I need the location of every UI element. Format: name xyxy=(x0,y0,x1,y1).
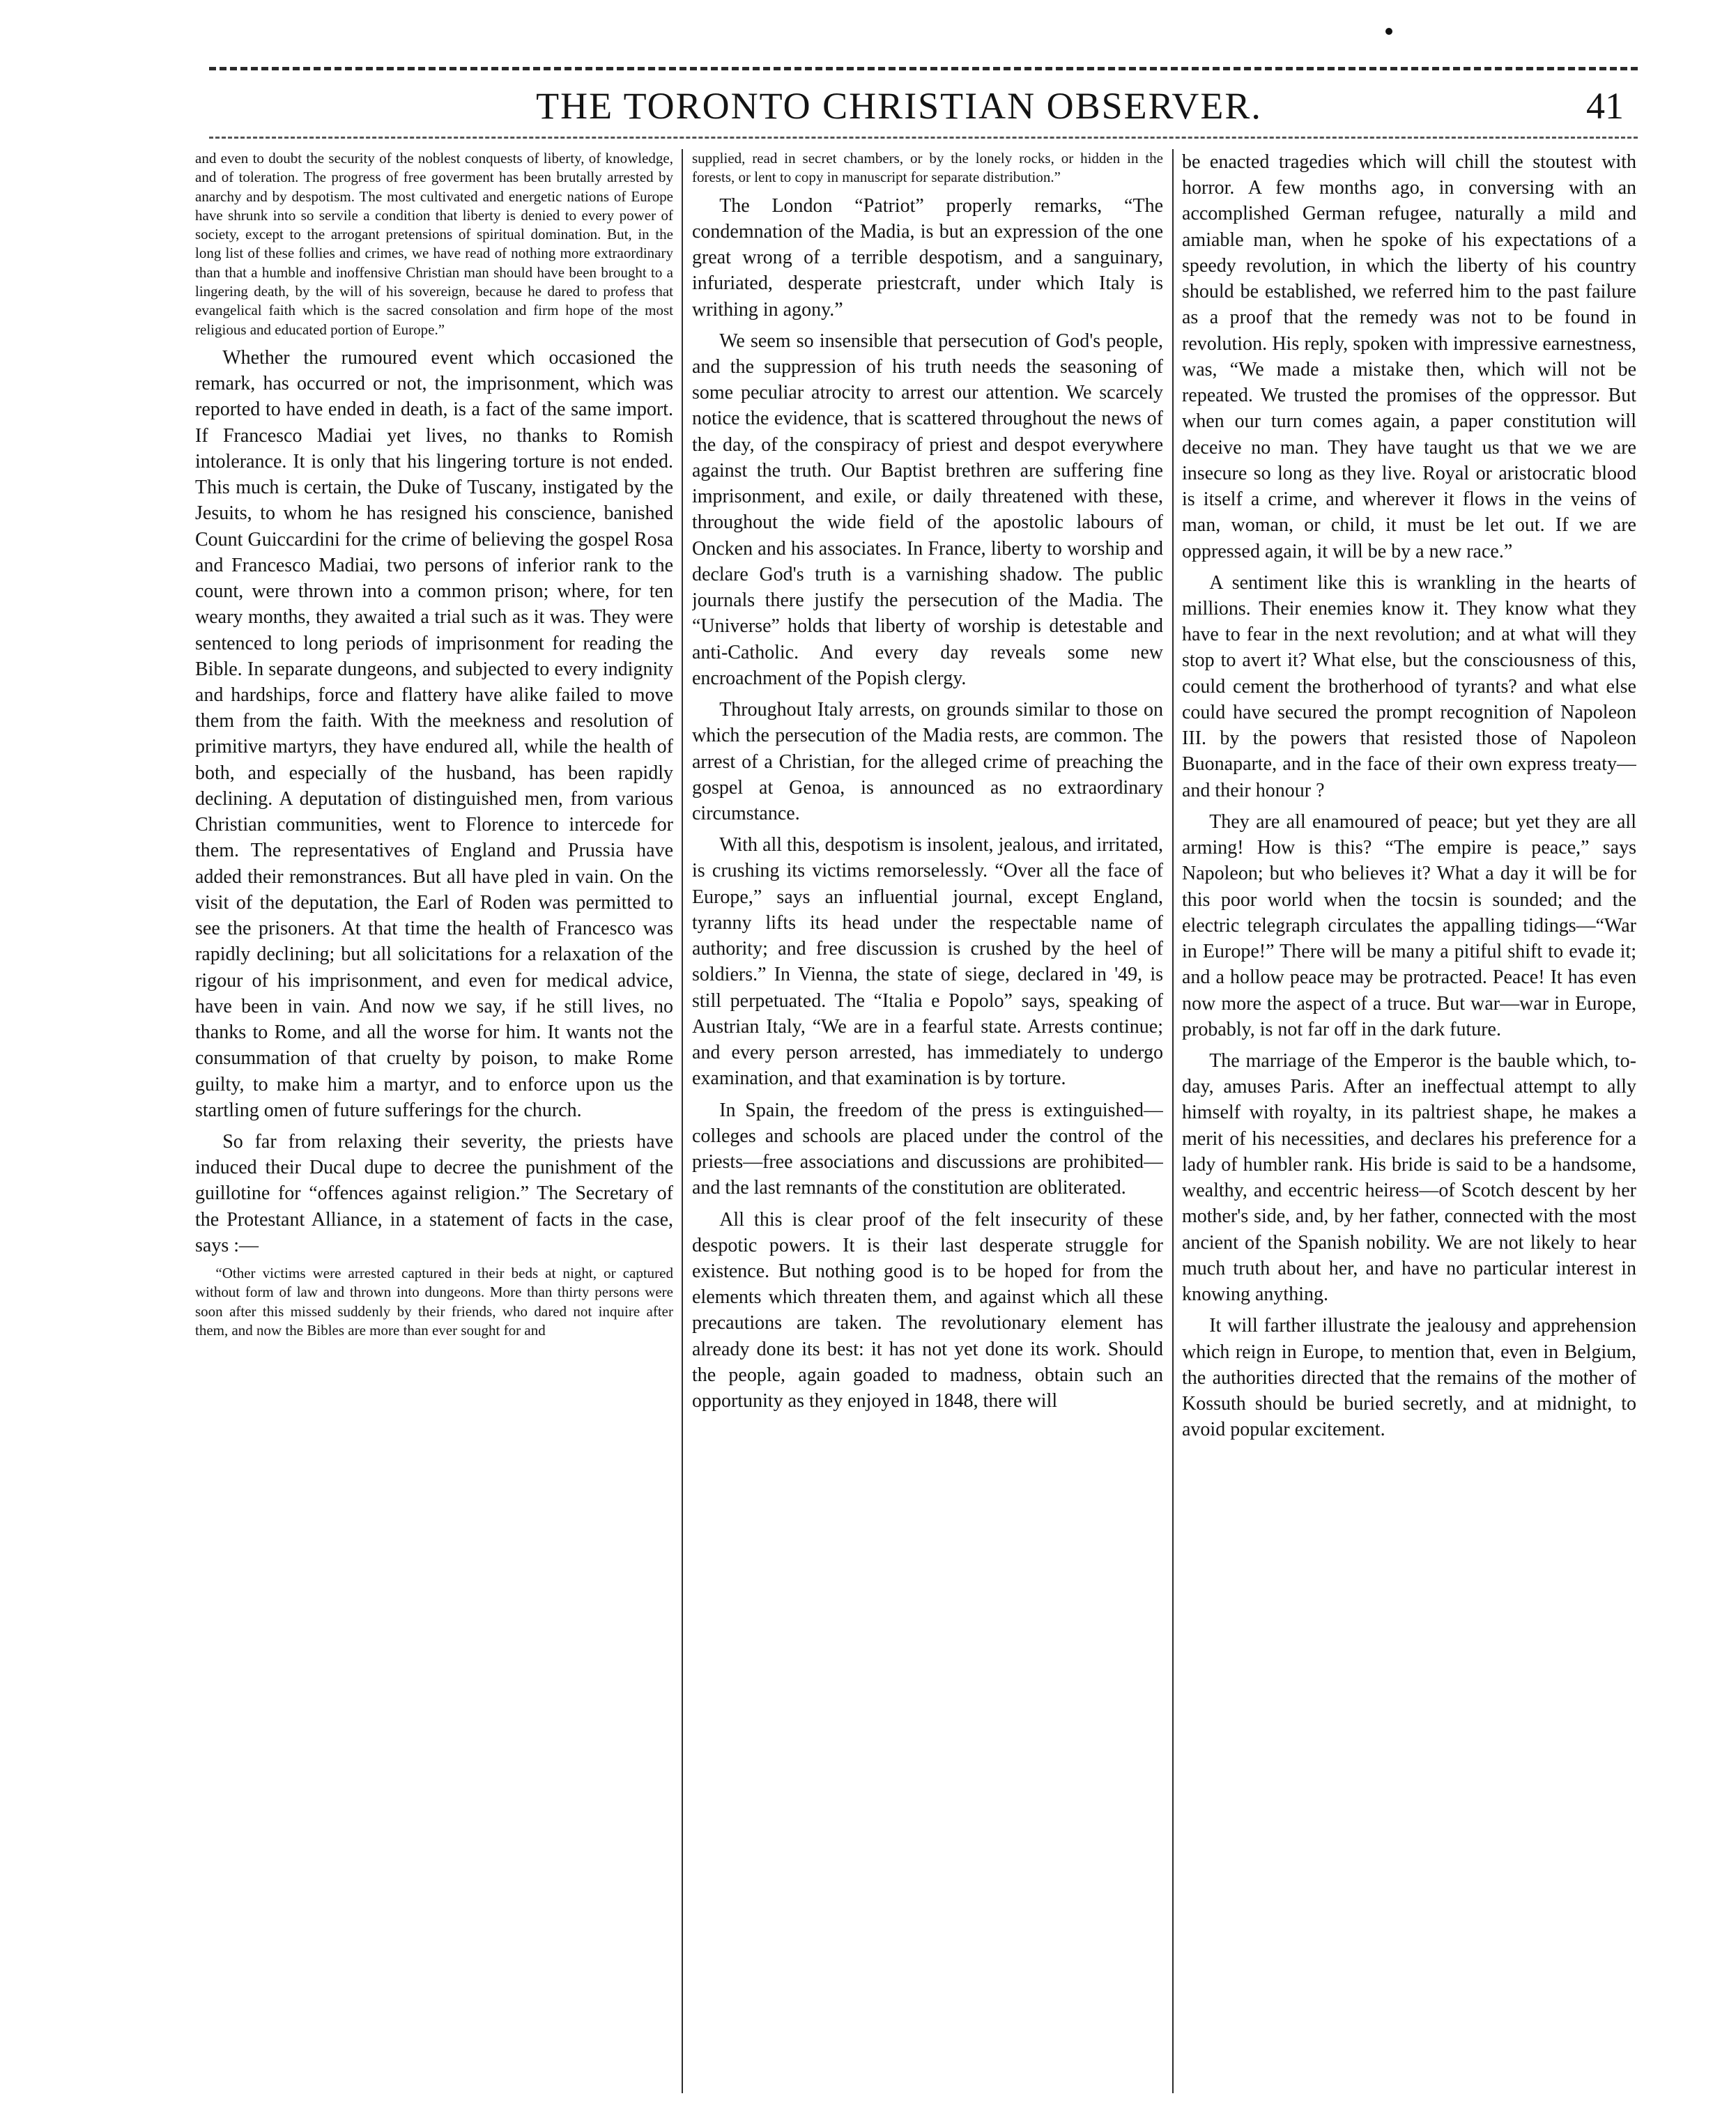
article-paragraph: In Spain, the freedom of the press is extinguished—colleges and schools are placed under the control of the priests—free associations and discussions are prohibited—and the last remnants of the constitution are obliterated. xyxy=(692,1099,1163,1199)
article-paragraph: So far from relaxing their severity, the priests have induced their Ducal dupe to decree the punishment of the guillotine for “offences against religion.” The Secretary of the Protestant Alliance, in a statement of facts in the case, says :— xyxy=(195,1131,673,1256)
article-paragraph: A sentiment like this is wrankling in the hearts of millions. Their enemies know it. They know what they have to fear in the next revolution; and at what will they stop to avert it? What else, but the consciousness of this, could cement the brotherhood of tyrants? and what else could have secured the prompt recognition of Napoleon III. by the powers that resisted those of Napoleon Buonaparte, and in the face of their own express treaty—and their honour ? xyxy=(1182,571,1636,801)
article-paragraph: be enacted tragedies which will chill the stoutest with horror. A few months ago, in conversing with an accomplished German refugee, naturally a mild and amiable man, when he spoke of his expectations of a speedy revolution, in which the liberty of his country should be established, we referred him to the past failure as a proof that the remedy was not to be found in revolution. His reply, spoken with impressive earnestness, was, “We made a mistake then, which will not be repeated. We trusted the promises of the oppressor. But when our turn comes again, a paper constitution will deceive no man. They have taught us that we we are insecure so long as they live. Royal or aristocratic blood is itself a crime, and wherever it flows in the veins of man, woman, or child, it must be let out. If we are oppressed again, it will be by a new race.” xyxy=(1182,151,1636,562)
text-column-3 xyxy=(1182,149,1636,2093)
quoted-paragraph: and even to doubt the security of the noblest conquests of liberty, of knowledge, and of toleration. The progress of free goverment has been brutally arrested by anarchy and by despotism. The most cultivated and energetic nations of Europe have shrunk into so servile a condition that liberty is denied to every power of society, except to the arrogant pretensions of spiritual domination. But, in the long list of these follies and crimes, we have read of nothing more extraordinary than that a humble and inoffensive Christian man should have been brought to a lingering death, by the will of his sovereign, because he dared to profess that evangelical faith which is the sacred consolation and firm hope of the most religious and educated portion of Europe.” xyxy=(195,150,673,338)
running-head xyxy=(167,77,1631,135)
article-paragraph: With all this, despotism is insolent, jealous, and irritated, is crushing its victims remorselessly. “Over all the face of Europe,” says an influential journal, except England, tyranny lifts its head under the respectable name of authority; and free discussion is crushed by the heel of soldiers.” In Vienna, the state of siege, declared in '49, is still perpetuated. The “Italia e Popolo” says, speaking of Austrian Italy, “We are in a fearful state. Arrests continue; and every person arrested, has immediately to undergo examination, and that examination is by torture. xyxy=(692,834,1163,1090)
text-column-2 xyxy=(692,149,1163,2093)
article-paragraph: They are all enamoured of peace; but yet they are all arming! How is this? “The empire is peace,” says Napoleon; but who believes it? What a day it will be for this poor world when the tocsin is sounded; and the electric telegraph circulates the appalling tidings—“War in Europe!” There will be many a pitiful shift to evade it; and a hollow peace may be protracted. Peace! It has even now more the aspect of a truce. But war—war in Europe, probably, is not far off in the dark future. xyxy=(1182,810,1636,1040)
top-rule xyxy=(209,67,1638,70)
page-title: THE TORONTO CHRISTIAN OBSERVER. xyxy=(536,85,1262,127)
article-paragraph: All this is clear proof of the felt insecurity of these despotic powers. It is their last desperate struggle for existence. But nothing good is to be hoped for from the elements which threaten them, and against which all these precautions are taken. The revolutionary element has already done its best: it has not yet done its work. Should the people, again goaded to madness, obtain such an opportunity as they enjoyed in 1848, there will xyxy=(692,1208,1163,1412)
column-divider xyxy=(682,149,683,2093)
header-rule xyxy=(209,137,1638,139)
printer-dot xyxy=(1385,28,1392,35)
text-column-1 xyxy=(195,149,673,2093)
article-paragraph: The marriage of the Emperor is the bauble which, to-day, amuses Paris. After an ineffectual attempt to ally himself with royalty, in its paltriest shape, he makes a merit of his necessities, and declares his preference for a lady of humbler rank. His bride is said to be a handsome, wealthy, and eccentric heiress—of Scotch descent by her mother's side, and, by her father, connected with the most ancient of the Spanish nobility. We are not likely to hear much truth about her, and have no particular interest in knowing anything. xyxy=(1182,1049,1636,1306)
article-paragraph: It will farther illustrate the jealousy and apprehension which reign in Europe, to mention that, even in Belgium, the authorities directed that the remains of the mother of Kossuth should be buried secretly, and at midnight, to avoid popular excitement. xyxy=(1182,1315,1636,1441)
quoted-paragraph: “Other victims were arrested captured in their beds at night, or captured without form of law and thrown into dungeons. More than thirty persons were soon after this missed suddenly by their friends, who dared not inquire after them, and now the Bibles are more than ever sought for and xyxy=(195,1265,673,1339)
page-number: 41 xyxy=(1586,85,1624,127)
column-divider xyxy=(1172,149,1174,2093)
quoted-paragraph: supplied, read in secret chambers, or by the lonely rocks, or hidden in the forests, or lent to copy in manuscript for separate distribution.” xyxy=(692,150,1163,186)
article-paragraph: The London “Patriot” properly remarks, “The condemnation of the Madia, is but an expression of the one great wrong of a terrible despotism, and a sanguinary, infuriated, desperate priestcraft, under which Italy is writhing in agony.” xyxy=(692,194,1163,321)
article-paragraph: Throughout Italy arrests, on grounds similar to those on which the persecution of the Madia rests, are common. The arrest of a Christian, for the alleged crime of preaching the gospel at Genoa, is announced as no extraordinary circumstance. xyxy=(692,699,1163,824)
article-paragraph: Whether the rumoured event which occasioned the remark, has occurred or not, the imprisonment, which was reported to have ended in death, is a fact of the same import. If Francesco Madiai yet lives, no thanks to Romish intolerance. It is only that his lingering torture is not ended. This much is certain, the Duke of Tuscany, instigated by the Jesuits, to whom he has resigned his conscience, banished Count Guiccardini for the crime of believing the gospel Rosa and Francesco Madiai, two persons of inferior rank to the count, were thrown into a common prison; where, for ten weary months, they awaited a trial such as it was. They were sentenced to long periods of imprisonment for reading the Bible. In separate dungeons, and subjected to every indignity and hardships, force and flattery have alike failed to move them from the faith. With the meekness and resolution of primitive martyrs, they have endured all, while the health of both, and especially of the husband, has been rapidly declining. A deputation of distinguished men, from various Christian communities, went to Florence to intercede for them. The representatives of England and Prussia have added their remonstrances. But all have pled in vain. On the visit of the deputation, the Earl of Roden was permitted to see the prisoners. At that time the health of Francesco was rapidly declining; but all solicitations for a relaxation of the rigour of his imprisonment, and even for medical advice, have been in vain. And now we say, if he still lives, no thanks to Rome, and all the worse for him. It wants not the consummation of that cruelty by poison, to make Rome guilty, to make him a martyr, and to enforce upon us the startling omen of future sufferings for the church. xyxy=(195,346,673,1121)
article-paragraph: We seem so insensible that persecution of God's people, and the suppression of his truth needs the seasoning of some peculiar atrocity to arrest our attention. We scarcely notice the evidence, that is scattered throughout the news of the day, of the conspiracy of priest and despot everywhere against the truth. Our Baptist brethren are suffering fine imprisonment, and exile, or daily threatened with these, throughout the wide field of the apostolic labours of Oncken and his associates. In France, liberty to worship and declare God's truth is a varnishing shadow. The public journals there justify the persecution of the Madia. The “Universe” holds that liberty of worship is detestable and anti-Catholic. And every day reveals some new encroachment of the Popish clergy. xyxy=(692,330,1163,689)
